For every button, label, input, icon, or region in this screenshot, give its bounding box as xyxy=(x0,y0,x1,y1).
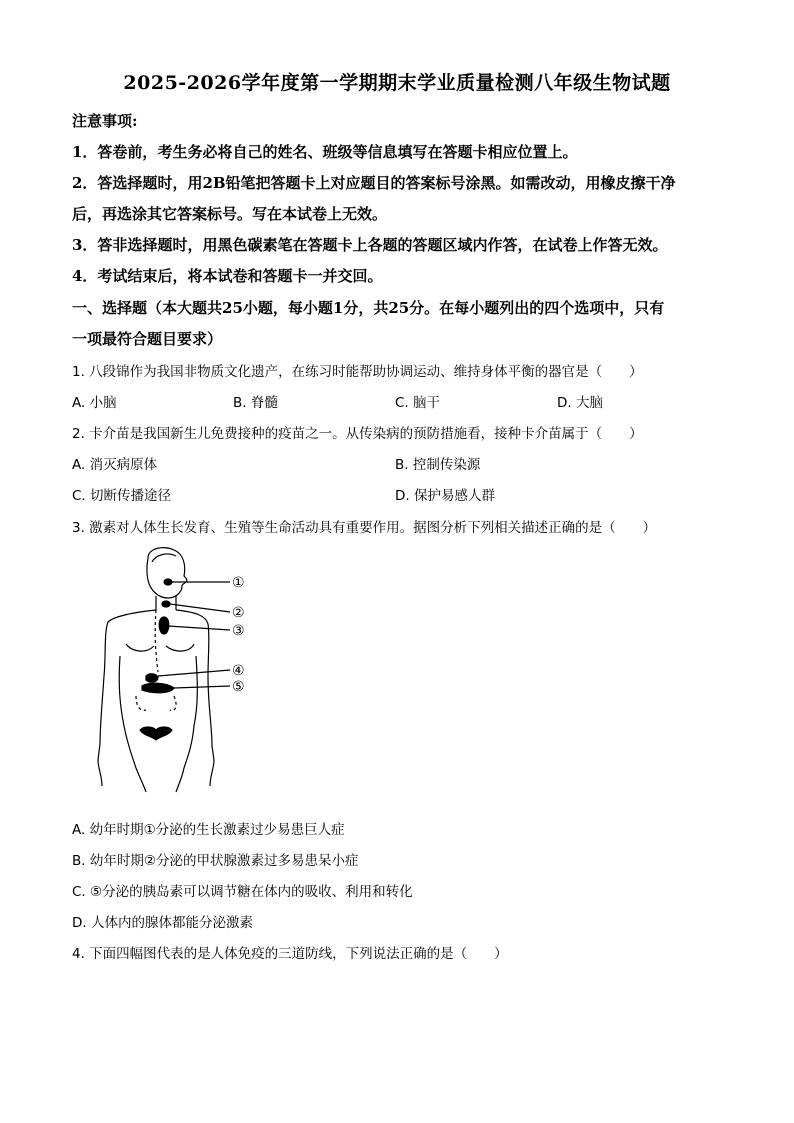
leader-line-3 xyxy=(168,626,230,630)
pancreas xyxy=(142,683,174,693)
pituitary-gland xyxy=(164,579,172,585)
q2-option-b: B. 控制传染源 xyxy=(395,457,481,473)
notice-heading: 注意事项: xyxy=(72,112,138,130)
digestive-dashed-line xyxy=(155,610,158,672)
q3-option-c: C. ⑤分泌的胰岛素可以调节糖在体内的吸收、利用和转化 xyxy=(72,884,413,900)
notice-item-1: 1．答卷前，考生务必将自己的姓名、班级等信息填写在答题卡相应位置上。 xyxy=(72,143,578,161)
q3-option-b: B. 幼年时期②分泌的甲状腺激素过多易患呆小症 xyxy=(72,853,359,869)
notice-item-4: 4．考试结束后，将本试卷和答题卡一并交回。 xyxy=(72,267,383,285)
left-body-outline xyxy=(98,610,156,786)
left-waist-line xyxy=(119,656,146,792)
page-title: 2025-2026学年度第一学期期末学业质量检测八年级生物试题 xyxy=(123,72,671,94)
q3-option-d: D. 人体内的腺体都能分泌激素 xyxy=(72,915,253,931)
q2-option-c: C. 切断传播途径 xyxy=(72,488,172,504)
notice-item-2-cont: 后，再选涂其它答案标号。写在本试卷上无效。 xyxy=(72,205,388,223)
thyroid-gland xyxy=(162,601,170,607)
leader-line-5 xyxy=(174,686,230,688)
kidney-dashed-lines xyxy=(136,696,176,710)
q1-stem: 1. 八段锦作为我国非物质文化遗产，在练习时能帮助协调运动、维持身体平衡的器官是（ ） xyxy=(72,364,643,380)
q1-option-a: A. 小脑 xyxy=(72,395,117,411)
q3-option-a: A. 幼年时期①分泌的生长激素过少易患巨人症 xyxy=(72,822,345,838)
gland-label-4: ④ xyxy=(232,663,245,679)
thymus-gland xyxy=(159,617,169,634)
endocrine-glands-figure xyxy=(96,546,268,798)
head-outline xyxy=(147,548,187,598)
leader-line-4 xyxy=(158,670,230,676)
hair-line xyxy=(152,554,176,562)
notice-item-2: 2．答选择题时，用2B铅笔把答题卡上对应题目的答案标号涂黑。如需改动，用橡皮擦干净 xyxy=(72,174,676,192)
gland-label-2: ② xyxy=(232,605,245,621)
chest-curve-right xyxy=(166,644,194,651)
q2-option-a: A. 消灭病原体 xyxy=(72,457,158,473)
q3-stem: 3. 激素对人体生长发育、生殖等生命活动具有重要作用。据图分析下列相关描述正确的是（ ） xyxy=(72,520,657,536)
q2-stem: 2. 卡介苗是我国新生儿免费接种的疫苗之一。从传染病的预防措施看，接种卡介苗属于（ ） xyxy=(72,426,643,442)
right-waist-line xyxy=(176,656,197,792)
q4-stem: 4. 下面四幅图代表的是人体免疫的三道防线，下列说法正确的是（ ） xyxy=(72,946,508,962)
ovary xyxy=(140,727,172,740)
section-heading-line1: 一、选择题（本大题共25小题，每小题1分，共25分。在每小题列出的四个选项中，只有 xyxy=(72,299,665,317)
chest-curve-left xyxy=(126,644,154,651)
right-body-outline xyxy=(176,610,214,786)
q1-option-c: C. 脑干 xyxy=(395,395,441,411)
section-heading-line2: 一项最符合题目要求） xyxy=(72,330,223,348)
q1-option-d: D. 大脑 xyxy=(557,395,603,411)
q2-option-d: D. 保护易感人群 xyxy=(395,488,495,504)
notice-item-3: 3．答非选择题时，用黑色碳素笔在答题卡上各题的答题区域内作答，在试卷上作答无效。 xyxy=(72,236,668,254)
gland-label-1: ① xyxy=(232,575,245,591)
gland-label-5: ⑤ xyxy=(232,679,245,695)
gland-label-3: ③ xyxy=(232,623,245,639)
q1-option-b: B. 脊髓 xyxy=(233,395,278,411)
adrenal-gland xyxy=(146,674,158,682)
